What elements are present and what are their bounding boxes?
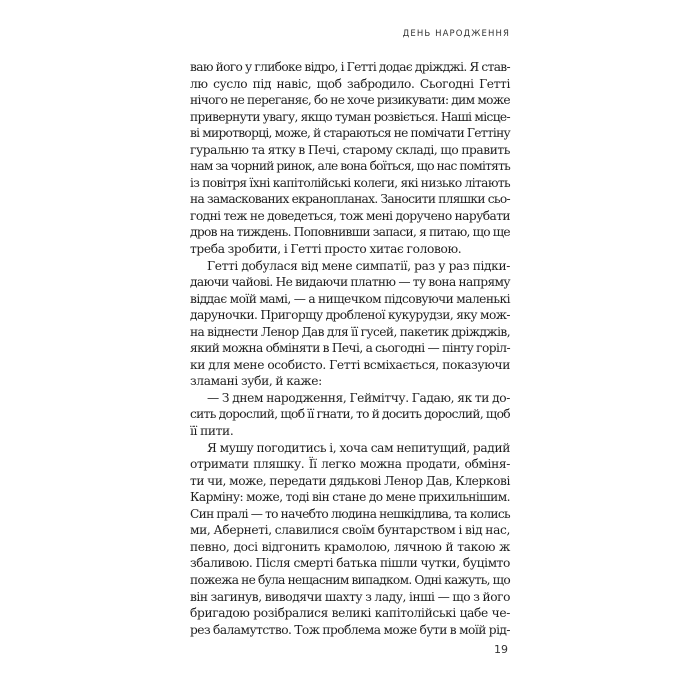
running-head: ДЕНЬ НАРОДЖЕННЯ — [402, 29, 510, 39]
text-line: який можна обміняти в Печі, а сьогодні — пінту горіл- — [190, 341, 510, 356]
text-line: пожежа не була нещасним випадком. Одні кажуть, що — [190, 572, 510, 587]
text-line: Син пралі — то начебто людина нешкідлива, та колись — [190, 506, 510, 521]
text-line: дров на тиждень. Поповнивши запаси, я питаю, що ще — [190, 225, 510, 240]
text-line: — З днем народження, Геймітчу. Гадаю, як ти до- — [207, 390, 510, 405]
text-line: даруночки. Пригорщу дробленої кукурудзи, яку мож- — [190, 308, 510, 323]
body-text — [190, 59, 510, 638]
text-line: із повітря їхні капітолійські колеги, які низько літають — [190, 175, 510, 190]
text-line: ві миротворці, може, й стараються не помічати Геттіну — [190, 126, 510, 141]
text-line: ваю його у глибоке відро, і Гетті додає дріжджі. Я став- — [190, 60, 510, 74]
text-line: Гетті добулася від мене симпатії, раз у раз підки- — [207, 258, 510, 273]
text-line: нічого не переганяє, бо не хоче ризикувати: дим може — [190, 93, 510, 108]
text-line: лю сусло під навіс, щоб забродило. Сьогодні Гетті — [190, 76, 510, 91]
text-line: нам за чорний ринок, але вона боїться, що нас помітять — [190, 159, 510, 174]
text-line: ми, Абернеті, славилися своїм бунтарством і від нас, — [190, 523, 510, 538]
text-line: ки для мене особисто. Гетті всміхається, показуючи — [190, 357, 510, 372]
text-line: на замаскованих екранопланах. Заносити пляшки сьо- — [190, 192, 510, 207]
text-line: гуральню та ятку в Печі, старому складі, що править — [190, 142, 510, 157]
text-line: треба зробити, і Гетті просто хитає головою. — [190, 242, 462, 257]
text-line: Я мушу погодитись і, хоча сам непитущий, радий — [207, 440, 510, 455]
text-line: даючи чайові. Не видаючи платню — ту вона напряму — [190, 275, 510, 290]
text-line: ти чи, може, передати дядькові Ленор Дав, Клеркові — [190, 473, 510, 488]
text-line: він загинув, виводячи шахту з ладу, інші — що з його — [190, 589, 510, 604]
text-line: привернути увагу, якщо туман розвіється. Наші місце- — [190, 109, 510, 124]
text-line: сить дорослий, щоб її гнати, то й досить дорослий, щоб — [190, 407, 510, 422]
text-line: її пити. — [190, 424, 234, 439]
text-line: певно, досі відгонить крамолою, лячною й такою ж — [190, 539, 510, 554]
text-line: Карміну: може, тоді він стане до мене прихильнішим. — [190, 490, 510, 505]
text-line: годні теж не доведеться, тож мені доручено нарубати — [190, 208, 510, 223]
text-line: зламані зуби, й каже: — [190, 374, 322, 389]
text-line: бригадою розібралися великі капітолійські цабе че- — [190, 606, 510, 621]
text-line: віддає моїй мамі, — а нищечком підсовуючи маленькі — [190, 291, 510, 306]
text-line: отримати пляшку. Її легко можна продати, обміня- — [190, 457, 510, 472]
text-line: рез баламутство. Тож проблема може бути в моїй рід- — [190, 622, 510, 637]
page-number: 19 — [494, 643, 508, 656]
text-line: на віднести Ленор Дав для її гусей, пакетик дріжджів, — [190, 324, 510, 339]
text-line: збаливою. Після смерті батька пішли чутки, буцімто — [190, 556, 510, 571]
